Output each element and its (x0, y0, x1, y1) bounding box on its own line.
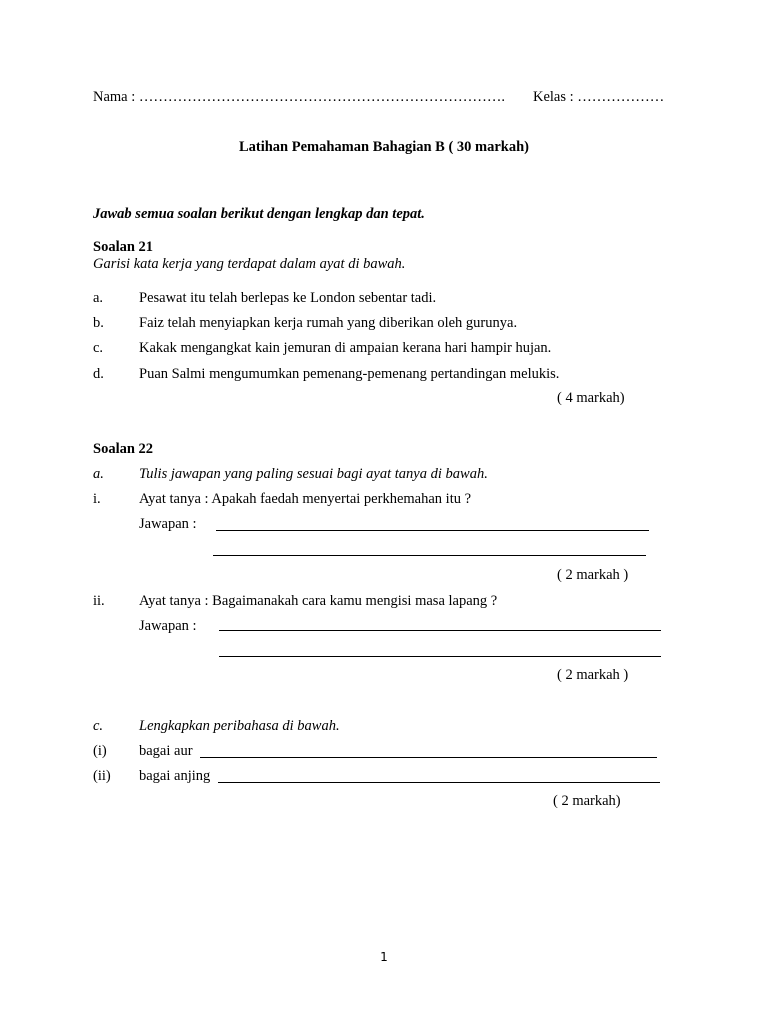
answer-line[interactable] (218, 782, 660, 783)
sentence-item: Pesawat itu telah berlepas ke London sebentar tadi. (139, 290, 437, 306)
page-number: 1 (380, 950, 388, 964)
general-instruction: Jawab semua soalan berikut dengan lengkap dan tepat. (93, 206, 425, 222)
marks-label: ( 4 markah) (557, 390, 625, 406)
sentence-item: Faiz telah menyiapkan kerja rumah yang diberikan oleh gurunya. (139, 315, 518, 331)
proverb-text: bagai aur (139, 743, 193, 759)
item-marker: b. (93, 315, 104, 331)
proverb-marker: (i) (93, 743, 107, 759)
part-c-instruction: Lengkapkan peribahasa di bawah. (139, 718, 340, 734)
soalan-21-subheading: Garisi kata kerja yang terdapat dalam ayat di bawah. (93, 256, 406, 272)
marks-label: ( 2 markah) (553, 793, 621, 809)
question-marker: ii. (93, 593, 105, 609)
answer-line[interactable] (213, 555, 646, 556)
part-a-instruction: Tulis jawapan yang paling sesuai bagi ayat tanya di bawah. (139, 466, 488, 482)
kelas-field: Kelas : ……………… (533, 89, 665, 105)
answer-label: Jawapan : (139, 618, 197, 634)
page-title: Latihan Pemahaman Bahagian B ( 30 markah) (238, 139, 530, 155)
question-marker: i. (93, 491, 101, 507)
answer-label: Jawapan : (139, 516, 197, 532)
question-text: Ayat tanya : Bagaimanakah cara kamu mengisi masa lapang ? (139, 593, 498, 609)
sentence-item: Kakak mengangkat kain jemuran di ampaian kerana hari hampir hujan. (139, 340, 552, 356)
part-a-marker: a. (93, 466, 104, 482)
answer-line[interactable] (216, 530, 649, 531)
item-marker: d. (93, 366, 104, 382)
item-marker: c. (93, 340, 104, 356)
proverb-text: bagai anjing (139, 768, 211, 784)
question-text: Ayat tanya : Apakah faedah menyertai perkhemahan itu ? (139, 491, 472, 507)
answer-line[interactable] (219, 630, 661, 631)
marks-label: ( 2 markah ) (557, 567, 629, 583)
proverb-marker: (ii) (93, 768, 111, 784)
marks-label: ( 2 markah ) (557, 667, 629, 683)
soalan-22-heading: Soalan 22 (93, 441, 154, 457)
sentence-item: Puan Salmi mengumumkan pemenang-pemenang pertandingan melukis. (139, 366, 560, 382)
nama-field: Nama : …………………………………………………………………. (93, 89, 506, 105)
item-marker: a. (93, 290, 104, 306)
answer-line[interactable] (200, 757, 657, 758)
answer-line[interactable] (219, 656, 661, 657)
part-c-marker: c. (93, 718, 104, 734)
soalan-21-heading: Soalan 21 (93, 239, 154, 255)
